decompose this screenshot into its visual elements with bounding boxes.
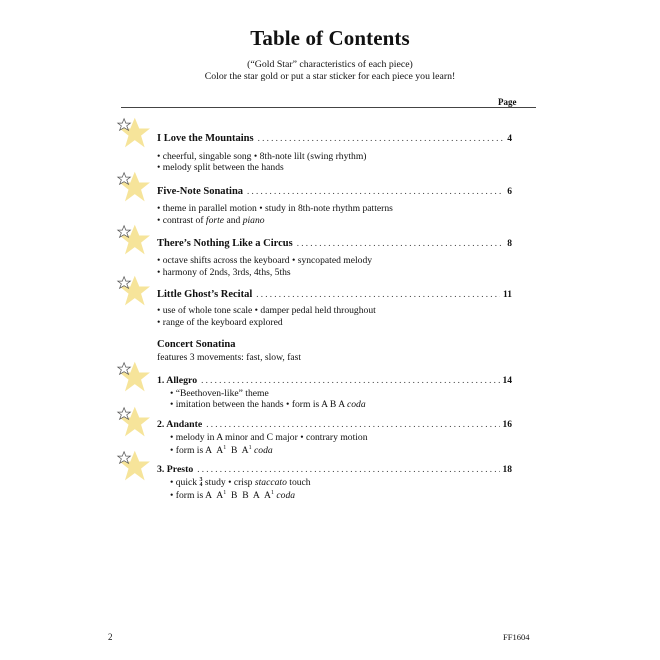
toc-entry [157, 186, 512, 197]
entry-page-number: 4 [507, 134, 512, 144]
entry-bullet: • range of the keyboard explored [157, 317, 283, 328]
star-icon[interactable] [115, 274, 151, 308]
entry-title: Little Ghost’s Recital [157, 289, 253, 300]
entry-bullet: • “Beethoven-like” theme [170, 388, 269, 399]
entry-title: I Love the Mountains [157, 133, 254, 144]
entry-bullet: • octave shifts across the keyboard • syncopated melody [157, 255, 373, 266]
entry-page-number: 11 [503, 290, 512, 300]
star-icon[interactable] [115, 360, 151, 394]
entry-bullet: • theme in parallel motion • study in 8th-note rhythm patterns [157, 203, 393, 214]
star-icon[interactable] [115, 116, 151, 150]
entry-title: 2. Andante [157, 419, 203, 430]
entry-bullet: • use of whole tone scale • damper pedal held throughout [157, 305, 376, 316]
entry-bullet: • imitation between the hands • form is A B A coda [170, 399, 366, 410]
section-subtitle: features 3 movements: fast, slow, fast [157, 352, 302, 363]
dot-leader [256, 289, 500, 299]
star-icon[interactable] [115, 449, 151, 483]
entry-page-number: 18 [502, 465, 512, 475]
star-icon[interactable] [115, 223, 151, 257]
entry-bullet: • form is A $A^1$ B B A $A^1$ coda [170, 490, 296, 502]
entry-bullet: • melody in A minor and C major • contrary motion [170, 432, 368, 443]
entry-bullet: • form is A $A^1$ B $A^1$ coda [170, 445, 273, 457]
toc-entry [157, 133, 512, 144]
header-divider [121, 107, 536, 108]
entry-title: Five-Note Sonatina [157, 186, 244, 197]
footer-page-number: 2 [108, 632, 113, 642]
star-icon[interactable] [115, 170, 151, 204]
entry-bullet: • cheerful, singable song • 8th-note lilt (swing rhythm) [157, 151, 367, 162]
dot-leader [247, 186, 504, 196]
section-title: Concert Sonatina [157, 339, 236, 350]
dot-leader [201, 375, 499, 385]
subtitle-instructions: Color the star gold or put a star sticker for each piece you learn! [204, 71, 456, 82]
dot-leader [258, 133, 505, 143]
footer-code: FF1604 [503, 632, 530, 642]
dot-leader [297, 238, 505, 248]
toc-entry [157, 464, 512, 475]
entry-bullet: • quick 3 4 study • crisp staccato touch [170, 476, 311, 488]
dot-leader [206, 419, 499, 429]
entry-page-number: 6 [507, 187, 512, 197]
dot-leader [197, 464, 499, 474]
page-column-label: Page [498, 97, 517, 107]
page-title: Table of Contents [250, 26, 410, 50]
entry-title: There’s Nothing Like a Circus [157, 238, 293, 249]
subtitle-characteristics: (“Gold Star” characteristics of each piece) [247, 59, 413, 70]
toc-entry [157, 375, 512, 386]
toc-entry [157, 289, 512, 300]
entry-bullet: • contrast of forte and piano [157, 215, 265, 226]
entry-bullet: • harmony of 2nds, 3rds, 4ths, 5ths [157, 267, 291, 278]
entry-title: 1. Allegro [157, 375, 198, 386]
entry-page-number: 16 [502, 420, 512, 430]
toc-entry [157, 419, 512, 430]
star-icon[interactable] [115, 405, 151, 439]
entry-title: 3. Presto [157, 464, 194, 475]
toc-entry [157, 238, 512, 249]
entry-page-number: 14 [502, 376, 512, 386]
entry-bullet: • melody split between the hands [157, 162, 284, 173]
entry-page-number: 8 [507, 239, 512, 249]
